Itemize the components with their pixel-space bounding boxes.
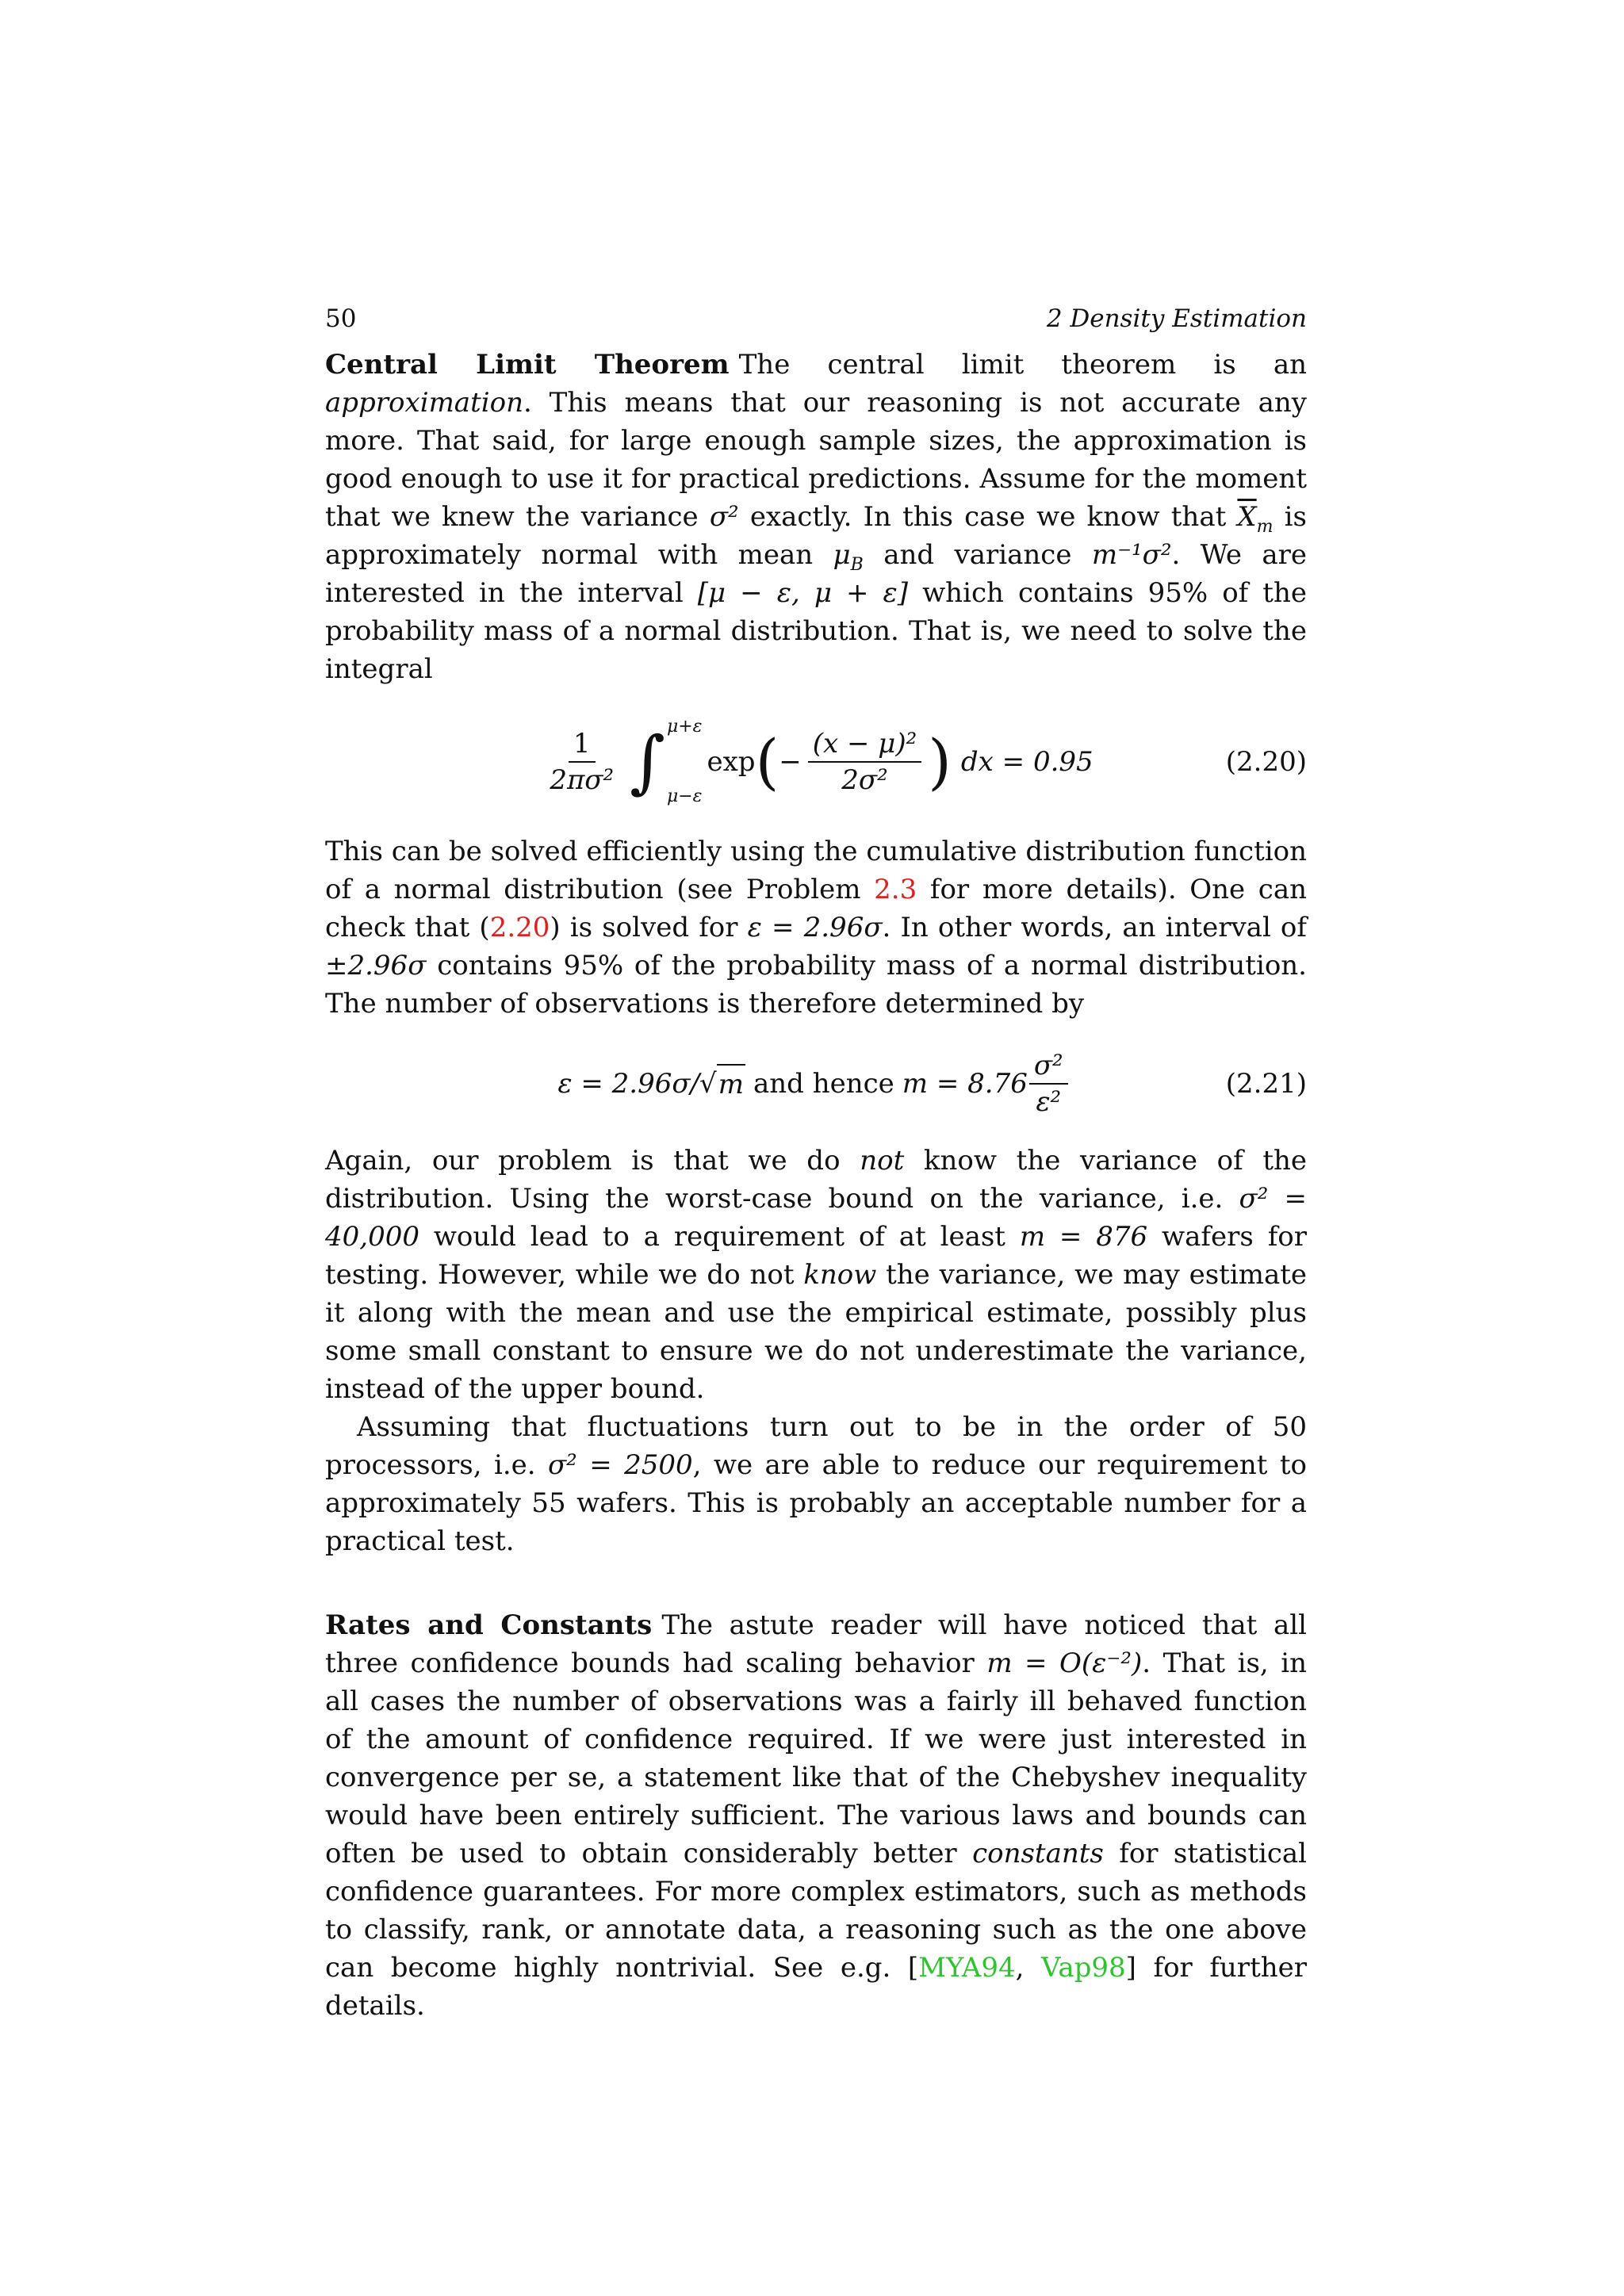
approximation-term: approximation [325,387,523,419]
equation-number: (2.20) [1225,746,1307,778]
sample-size-fraction: $\frac{\text{σ²}}{\text{ε²}}$ [1029,1048,1068,1119]
book-page [325,300,1307,2025]
sigma-squared: σ² [709,501,739,533]
running-head [325,300,1307,338]
equation-rhs: dx = 0.95 [960,746,1094,778]
problem-reference-link[interactable]: 2.3 [874,874,917,905]
variance-of-mean: m⁻¹σ² [1091,539,1172,571]
sqrt-m: m [717,1064,745,1104]
citation-link-vap98[interactable]: Vap98 [1040,1952,1126,1984]
equation-number: (2.21) [1225,1068,1307,1100]
page-number: 50 [325,304,357,333]
interval-expression: [μ − ε, μ + ε] [697,577,909,609]
chapter-title: 2 Density Estimation [1046,304,1307,333]
equation-reference-link[interactable]: 2.20 [489,912,550,943]
clt-paragraph-3: Again, our problem is that we do not know the variance of the distribution. Using the worst-case bound on the variance, i.e. σ² = 40,000 would lead to a requirement of at least m = 876 wafers for testing. However, while we do not know the variance, we may estimate it along with the mean and use the empirical estimate, possibly plus some small constant to ensure we do not underestimate the variance, instead of the upper bound. [325,1145,1308,1405]
exp-function: exp [707,746,756,778]
sample-mean-symbol: $\overline{X}_m$ [1237,501,1274,537]
clt-paragraph-2: This can be solved efficiently using the cumulative distribution function of a normal distribution (see Problem 2.3 for more details). One can check that (2.20) is solved for ε = 2.96σ. In other words, an interval of ±2.96σ contains 95% of the probability mass of a normal distribution. The number of observations is therefore determined by [325,836,1307,1020]
citation-link-mya94[interactable]: MYA94 [918,1952,1016,1984]
equation-2-20 [325,702,1307,821]
equation-2-20-formula: $\frac{1}{\text{2πσ²}}$ ∫ μ+ε μ−ε exp ( − $\frac{\text{(x − μ)²}}{\text{2σ²}}$ ) dx = 0.95 [325,702,1307,821]
normalizing-fraction: $\frac{1}{\text{2πσ²}}$ [550,728,615,796]
rates-paragraph: Rates and Constants The astute reader will have noticed that all three confidence bounds had scaling behavior m = O(ε⁻²). That is, in all cases the number of observations was a fairly ill behaved function of the amount of confidence required. If we were just interested in convergence per se, a statement like that of the Chebyshev inequality would have been entirely sufficient. The various laws and bounds can often be used to obtain considerably better constants for statistical confidence guarantees. For more complex estimators, such as methods to classify, rank, or annotate data, a reasoning such as the one above can become highly nontrivial. See e.g. [MYA94, Vap98] for further details. [325,1609,1308,2022]
exponent-fraction: $\frac{\text{(x − μ)²}}{\text{2σ²}}$ [808,726,922,798]
integral-sign: ∫ μ+ε μ−ε [630,717,703,806]
clt-heading: Central Limit Theorem [325,349,730,381]
mu-b-symbol: $\mu_B$ [833,539,864,575]
clt-paragraph-1: Central Limit Theorem The central limit theorem is an approximation. This means that our reasoning is not accurate any more. That said, for large enough sample sizes, the approximation is good enough to use it for practical predictions. Assume for the moment that we knew the variance σ² exactly. In this case we know that $\overline{X}_m$ is approximately normal with mean $\mu_B$ and variance m⁻¹σ². We are interested in the interval [μ − ε, μ + ε] which contains 95% of the probability mass of a normal distribution. That is, we need to solve the integral [325,349,1308,685]
clt-paragraph-4: Assuming that fluctuations turn out to be in the order of 50 processors, i.e. σ² = 2500, we are able to reduce our requirement to approximately 55 wafers. This is probably an acceptable number for a practical test. [325,1411,1307,1557]
upper-limit: μ+ε [666,717,703,737]
equation-2-21-formula: ε = 2.96σ/ √ m and hence m = 8.76 $\frac{\text{σ²}}{\text{ε²}}$ [325,1037,1307,1131]
lower-limit: μ−ε [666,786,703,806]
equation-2-21 [325,1037,1307,1131]
rates-heading: Rates and Constants [325,1609,653,1641]
